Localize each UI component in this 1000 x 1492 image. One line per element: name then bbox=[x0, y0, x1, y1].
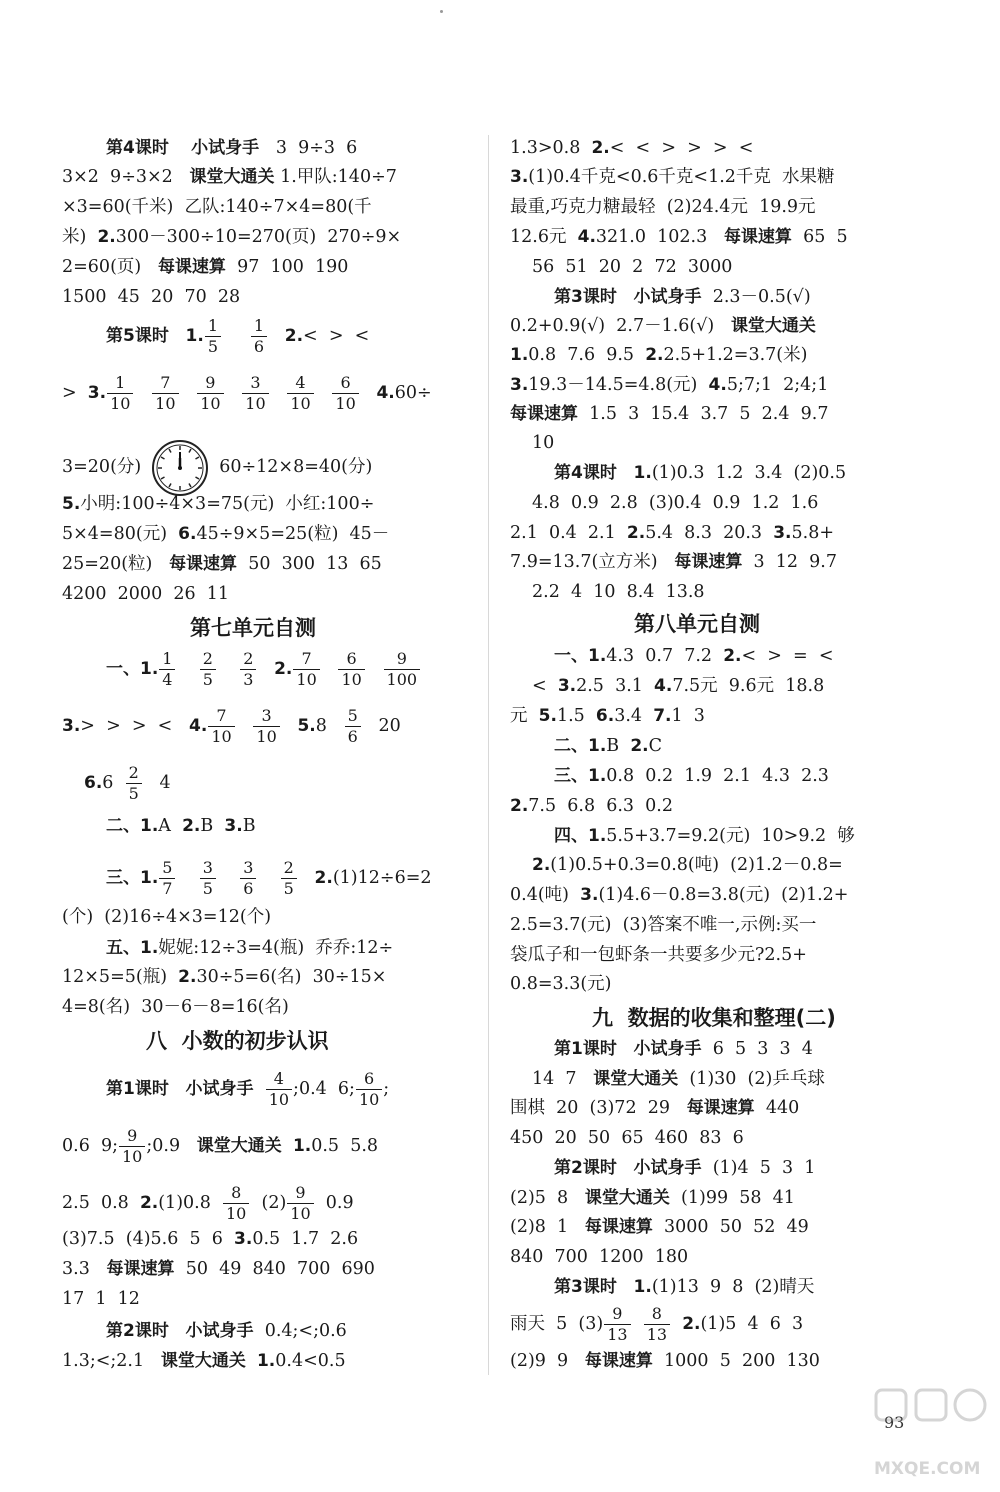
answer-text: 10 bbox=[532, 433, 555, 453]
line bbox=[106, 651, 421, 688]
answer-text: < < > > > < bbox=[609, 138, 754, 158]
section-label: 课堂大通关 bbox=[196, 1136, 282, 1156]
fraction: $\frac{2}{5}$ bbox=[200, 651, 216, 688]
lesson-label: 第1课时 bbox=[554, 1039, 617, 1059]
section-label: 小试身手 bbox=[191, 138, 260, 158]
question-number: 6. bbox=[178, 524, 197, 544]
answer-text: 60÷ bbox=[394, 383, 432, 403]
question-number: 2. bbox=[284, 326, 304, 346]
fraction: $\frac{2}{5}$ bbox=[126, 765, 142, 802]
line bbox=[62, 1258, 375, 1280]
answer-text: 4.8 0.9 2.8 (3)0.4 0.9 1.2 1.6 bbox=[532, 493, 819, 513]
question-number: 2. bbox=[314, 868, 333, 888]
line bbox=[510, 551, 837, 573]
answer-text: (2)9 9 bbox=[510, 1351, 569, 1371]
answer-text: ;0.4 6; bbox=[293, 1079, 355, 1099]
fraction: $\frac{1}{6}$ bbox=[251, 318, 267, 355]
question-number: 2. bbox=[274, 659, 293, 679]
answer-text: 840 700 1200 180 bbox=[510, 1247, 689, 1267]
answer-text: (1)13 9 8 (2)晴天 bbox=[651, 1277, 815, 1297]
answer-text: (2) bbox=[261, 1193, 287, 1213]
section-label: 小试身手 bbox=[633, 1158, 702, 1178]
question-number: 一、1. bbox=[554, 646, 607, 666]
section-label: 每课速算 bbox=[686, 1098, 755, 1118]
answer-text: 1.5 3 15.4 3.7 5 2.4 9.7 bbox=[589, 404, 829, 424]
answer-text: 2.3－0.5(√) bbox=[712, 287, 811, 307]
answer-text: > > > < bbox=[80, 716, 173, 736]
answer-text: 0.5 1.7 2.6 bbox=[252, 1229, 359, 1249]
line bbox=[84, 765, 171, 802]
answer-text: C bbox=[648, 736, 662, 756]
line bbox=[510, 403, 828, 425]
question-number: 3. bbox=[510, 167, 529, 187]
lesson-label: 第4课时 bbox=[554, 463, 617, 483]
fraction: $\frac{1}{5}$ bbox=[205, 318, 221, 355]
answer-text: 最重,巧克力糖最轻 (2)24.4元 19.9元 bbox=[510, 197, 816, 217]
question-number: 6. bbox=[595, 706, 615, 726]
line bbox=[106, 1320, 347, 1342]
line bbox=[106, 937, 393, 959]
line bbox=[62, 226, 401, 248]
line bbox=[62, 523, 389, 545]
fraction: $\frac{9}{10}$ bbox=[197, 375, 223, 412]
question-number: 3. bbox=[773, 523, 792, 543]
fraction: $\frac{9}{10}$ bbox=[119, 1128, 145, 1165]
line bbox=[554, 645, 834, 667]
lesson-label: 第2课时 bbox=[106, 1321, 169, 1341]
page-number: 93 bbox=[884, 1413, 905, 1432]
line bbox=[510, 1216, 809, 1238]
answer-text: 0.5 5.8 bbox=[311, 1136, 379, 1156]
section-label: 每课速算 bbox=[157, 257, 226, 277]
question-number: 1. bbox=[185, 326, 204, 346]
question-number: 3. bbox=[62, 716, 81, 736]
line bbox=[532, 675, 824, 697]
question-number: 5. bbox=[297, 716, 316, 736]
answer-text: 1.甲队:140÷7 bbox=[280, 167, 397, 187]
answer-text: 0.4(吨) bbox=[510, 885, 569, 905]
line bbox=[510, 1187, 795, 1209]
question-number: 3. bbox=[87, 383, 107, 403]
fraction: $\frac{9}{100}$ bbox=[384, 651, 421, 688]
section-label: 每课速算 bbox=[584, 1217, 653, 1237]
answer-text: 14 7 bbox=[532, 1069, 577, 1089]
line bbox=[554, 462, 846, 484]
line bbox=[62, 553, 382, 575]
answer-text: 雨天 5 (3) bbox=[510, 1314, 604, 1334]
answer-text: 5×4=80(元) bbox=[62, 524, 179, 544]
fraction: $\frac{9}{13}$ bbox=[604, 1306, 630, 1343]
answer-text: (1)99 58 41 bbox=[681, 1188, 795, 1208]
answer-text: (1)0.8 bbox=[158, 1193, 211, 1213]
question-number: 2. bbox=[645, 345, 664, 365]
line bbox=[532, 854, 843, 876]
line bbox=[554, 735, 662, 757]
fraction: $\frac{1}{10}$ bbox=[107, 375, 133, 412]
line bbox=[554, 1157, 815, 1179]
question-number: 5. bbox=[538, 706, 557, 726]
question-number: 3. bbox=[234, 1229, 253, 1249]
answer-text: ; bbox=[383, 1079, 390, 1099]
answer-text: (1)5 4 6 3 bbox=[700, 1314, 804, 1334]
answer-text: 65 5 bbox=[803, 227, 848, 247]
question-number: 4. bbox=[654, 676, 673, 696]
question-number: 2. bbox=[723, 646, 742, 666]
question-number: 2. bbox=[630, 736, 649, 756]
fraction: $\frac{7}{10}$ bbox=[293, 651, 319, 688]
answer-text: 45÷9×5=25(粒) 45－ bbox=[196, 524, 390, 544]
question-number: 2. bbox=[97, 227, 116, 247]
section-label: 课堂大通关 bbox=[584, 1188, 670, 1208]
answer-text: 3.4 bbox=[614, 706, 643, 726]
answer-text: 1.3>0.8 bbox=[510, 138, 581, 158]
line bbox=[106, 815, 256, 837]
answer-text: 17 1 12 bbox=[62, 1289, 140, 1309]
answer-text: (3)7.5 (4)5.6 5 6 bbox=[62, 1229, 223, 1249]
line bbox=[106, 137, 357, 159]
line bbox=[510, 226, 848, 248]
fraction: $\frac{7}{10}$ bbox=[152, 375, 178, 412]
line bbox=[62, 256, 348, 278]
lesson-label: 第4课时 bbox=[106, 138, 169, 158]
answer-text: (1)0.4千克<0.6千克<1.2千克 水果糖 bbox=[528, 167, 835, 187]
answer-text: 300－300÷10=270(页) 270÷9× bbox=[115, 227, 402, 247]
answer-text: 6 5 3 3 4 bbox=[712, 1039, 813, 1059]
answer-text: 4200 2000 26 11 bbox=[62, 584, 229, 604]
section-label: 课堂大通关 bbox=[189, 167, 275, 187]
chapter-heading: 八 小数的初步认识 bbox=[146, 1029, 329, 1053]
answer-text: B bbox=[200, 816, 214, 836]
fraction: $\frac{6}{10}$ bbox=[356, 1071, 382, 1108]
answer-text: 2.5=3.7(元) (3)答案不唯一,示例:买一 bbox=[510, 915, 817, 935]
question-number: 6. bbox=[84, 773, 103, 793]
answer-text: 0.8 0.2 1.9 2.1 4.3 2.3 bbox=[606, 766, 829, 786]
line bbox=[510, 344, 807, 366]
question-number: 四、1. bbox=[554, 826, 607, 846]
line bbox=[62, 708, 401, 745]
fraction: $\frac{8}{13}$ bbox=[644, 1306, 670, 1343]
line bbox=[510, 315, 816, 337]
lesson-label: 第5课时 bbox=[106, 326, 169, 346]
answer-text: B bbox=[606, 736, 620, 756]
line bbox=[62, 966, 386, 988]
line bbox=[510, 795, 673, 817]
line bbox=[62, 1128, 378, 1165]
answer-text: 60÷12×8=40(分) bbox=[219, 457, 373, 477]
top-mark bbox=[440, 10, 443, 13]
line bbox=[510, 884, 848, 906]
line bbox=[510, 522, 834, 544]
line bbox=[106, 860, 432, 897]
question-number: 五、1. bbox=[106, 938, 159, 958]
answer-text: 0.8=3.3(元) bbox=[510, 974, 612, 994]
line bbox=[62, 1185, 354, 1222]
question-number: 2. bbox=[591, 138, 610, 158]
answer-text: 0.4<0.5 bbox=[275, 1351, 346, 1371]
answer-text: 0.6 9; bbox=[62, 1136, 118, 1156]
question-number: 4. bbox=[708, 375, 727, 395]
answer-text: 2.2 4 10 8.4 13.8 bbox=[532, 582, 705, 602]
answer-text: 1500 45 20 70 28 bbox=[62, 287, 241, 307]
svg-text:MXQE.COM: MXQE.COM bbox=[874, 1459, 981, 1479]
question-number: 3. bbox=[510, 375, 529, 395]
question-number: 2. bbox=[139, 1193, 159, 1213]
answer-text: (个) (2)16÷4×3=12(个) bbox=[62, 907, 272, 927]
line bbox=[62, 493, 374, 515]
answer-text: B bbox=[242, 816, 256, 836]
answer-text: 97 100 190 bbox=[237, 257, 349, 277]
line bbox=[554, 765, 829, 787]
answer-text: 50 300 13 65 bbox=[248, 554, 382, 574]
line bbox=[554, 1038, 813, 1060]
answer-text: 1.5 bbox=[556, 706, 585, 726]
answer-text: 元 bbox=[510, 706, 528, 726]
fraction: $\frac{3}{10}$ bbox=[242, 375, 268, 412]
section-label: 每课速算 bbox=[723, 227, 792, 247]
section-label: 每课速算 bbox=[510, 404, 578, 424]
answer-text: 1 3 bbox=[671, 706, 705, 726]
question-number: 2. bbox=[178, 967, 197, 987]
section-label: 课堂大通关 bbox=[593, 1069, 679, 1089]
section-label: 课堂大通关 bbox=[160, 1351, 246, 1371]
fraction: $\frac{5}{6}$ bbox=[345, 708, 361, 745]
answer-text: 0.4;<;0.6 bbox=[264, 1321, 347, 1341]
fraction: $\frac{6}{10}$ bbox=[332, 375, 358, 412]
section-label: 每课速算 bbox=[106, 1259, 175, 1279]
answer-text: 妮妮:12÷3=4(瓶) 乔乔:12÷ bbox=[158, 938, 394, 958]
column-divider bbox=[488, 135, 489, 1375]
answer-text: 5.4 8.3 20.3 bbox=[645, 523, 763, 543]
line bbox=[62, 438, 372, 496]
question-number: 4. bbox=[577, 227, 596, 247]
line bbox=[532, 1068, 825, 1090]
line bbox=[510, 1350, 820, 1372]
fraction: $\frac{3}{6}$ bbox=[240, 860, 256, 897]
answer-text: 2.5 3.1 bbox=[576, 676, 643, 696]
line bbox=[62, 1228, 358, 1250]
line bbox=[510, 1306, 803, 1343]
answer-text: 5;7;1 2;4;1 bbox=[726, 375, 829, 395]
question-number: 3. bbox=[557, 676, 577, 696]
answer-text: 7.5元 9.6元 18.8 bbox=[672, 676, 825, 696]
question-number: 1. bbox=[292, 1136, 312, 1156]
question-number: 4. bbox=[376, 383, 395, 403]
answer-text: 2.1 0.4 2.1 bbox=[510, 523, 616, 543]
answer-text: 12×5=5(瓶) bbox=[62, 967, 179, 987]
question-number: 5. bbox=[62, 494, 81, 514]
answer-text: 5.5+3.7=9.2(元) 10>9.2 够 bbox=[606, 826, 855, 846]
answer-text: 4.3 0.7 7.2 bbox=[606, 646, 713, 666]
answer-text: 1000 5 200 130 bbox=[664, 1351, 820, 1371]
question-number: 2. bbox=[510, 796, 529, 816]
line bbox=[62, 375, 432, 412]
answer-text: < > = < bbox=[741, 646, 834, 666]
fraction: $\frac{2}{3}$ bbox=[240, 651, 256, 688]
answer-text: 4=8(名) 30－6－8=16(名) bbox=[62, 997, 289, 1017]
line bbox=[62, 166, 397, 188]
question-number: 7. bbox=[653, 706, 672, 726]
chapter-heading: 九 数据的收集和整理(二) bbox=[592, 1006, 836, 1030]
answer-text: 3.3 bbox=[62, 1259, 90, 1279]
answer-text: 25=20(粒) bbox=[62, 554, 153, 574]
section-label: 小试身手 bbox=[633, 287, 702, 307]
lesson-label: 第3课时 bbox=[554, 287, 617, 307]
line bbox=[510, 374, 828, 396]
section-label: 每课速算 bbox=[169, 554, 238, 574]
answer-text: (1)0.5+0.3=0.8(吨) (2)1.2－0.8= bbox=[550, 855, 843, 875]
fraction: $\frac{9}{10}$ bbox=[287, 1185, 313, 1222]
question-number: 2. bbox=[182, 816, 201, 836]
answer-text: 6 bbox=[102, 773, 114, 793]
answer-text: 19.3－14.5=4.8(元) bbox=[528, 375, 698, 395]
answer-text: 321.0 102.3 bbox=[595, 227, 708, 247]
answer-text: ;0.9 bbox=[146, 1136, 181, 1156]
answer-text: 米) bbox=[62, 227, 98, 247]
line bbox=[106, 318, 369, 355]
answer-text: 2=60(页) bbox=[62, 257, 142, 277]
line bbox=[554, 1276, 814, 1298]
answer-text: 袋瓜子和一包虾条一共要多少元?2.5+ bbox=[510, 945, 807, 965]
answer-text: 0.9 bbox=[325, 1193, 354, 1213]
question-number: 4. bbox=[189, 716, 208, 736]
line bbox=[554, 825, 855, 847]
section-label: 每课速算 bbox=[674, 552, 743, 572]
answer-text: 4 bbox=[159, 773, 171, 793]
fraction: $\frac{2}{5}$ bbox=[281, 860, 297, 897]
question-number: 一、1. bbox=[106, 659, 159, 679]
fraction: $\frac{4}{10}$ bbox=[266, 1071, 292, 1108]
line bbox=[106, 1071, 389, 1108]
answer-text: < > < bbox=[303, 326, 370, 346]
answer-text: 3=20(分) bbox=[62, 457, 142, 477]
fraction: $\frac{4}{10}$ bbox=[287, 375, 313, 412]
answer-text: 7.9=13.7(立方米) bbox=[510, 552, 658, 572]
answer-text: 12.6元 bbox=[510, 227, 567, 247]
fraction: $\frac{1}{4}$ bbox=[159, 651, 175, 688]
answer-text: (1)4 5 3 1 bbox=[712, 1158, 816, 1178]
section-label: 小试身手 bbox=[185, 1079, 254, 1099]
answer-text: (1)30 (2)乒乓球 bbox=[689, 1069, 825, 1089]
line bbox=[510, 137, 753, 159]
answer-text: 3 12 9.7 bbox=[753, 552, 837, 572]
question-number: 3. bbox=[224, 816, 243, 836]
line bbox=[554, 286, 811, 308]
lesson-label: 第3课时 bbox=[554, 1277, 617, 1297]
lesson-label: 第2课时 bbox=[554, 1158, 617, 1178]
question-number: 1. bbox=[510, 345, 529, 365]
unit-heading: 第八单元自测 bbox=[634, 612, 760, 636]
answer-text: 8 bbox=[315, 716, 327, 736]
question-number: 1. bbox=[633, 463, 652, 483]
clock-icon bbox=[151, 439, 209, 497]
answer-text: 2.5 0.8 bbox=[62, 1193, 129, 1213]
lesson-label: 第1课时 bbox=[106, 1079, 169, 1099]
answer-text: (1)0.3 1.2 3.4 (2)0.5 bbox=[651, 463, 847, 483]
fraction: $\frac{6}{10}$ bbox=[338, 651, 364, 688]
answer-text: 3×2 9÷3×2 bbox=[62, 167, 173, 187]
answer-text: 30÷5=6(名) 30÷15× bbox=[196, 967, 387, 987]
answer-text: 20 bbox=[378, 716, 401, 736]
answer-text: 围棋 20 (3)72 29 bbox=[510, 1098, 670, 1118]
answer-text: > bbox=[62, 383, 88, 403]
answer-text: (2)8 1 bbox=[510, 1217, 569, 1237]
answer-text: 440 bbox=[765, 1098, 800, 1118]
section-label: 每课速算 bbox=[584, 1351, 653, 1371]
answer-text: 3 9÷3 6 bbox=[275, 138, 358, 158]
question-number: 1. bbox=[633, 1277, 652, 1297]
answer-text: 0.2+0.9(√) 2.7－1.6(√) bbox=[510, 316, 715, 336]
question-number: 2. bbox=[626, 523, 646, 543]
section-label: 小试身手 bbox=[633, 1039, 702, 1059]
question-number: 二、1. bbox=[554, 736, 607, 756]
answer-text: ×3=60(千米) 乙队:140÷7×4=80(千 bbox=[62, 197, 372, 217]
answer-text: 7.5 6.8 6.3 0.2 bbox=[528, 796, 673, 816]
answer-text: (2)5 8 bbox=[510, 1188, 569, 1208]
question-number: 三、1. bbox=[554, 766, 607, 786]
answer-text: 50 49 840 700 690 bbox=[185, 1259, 375, 1279]
answer-text: (1)4.6－0.8=3.8(元) (2)1.2+ bbox=[598, 885, 849, 905]
line bbox=[62, 1350, 346, 1372]
fraction: $\frac{5}{7}$ bbox=[159, 860, 175, 897]
line bbox=[510, 1097, 799, 1119]
watermark-logo bbox=[872, 1384, 990, 1484]
question-number: 2. bbox=[532, 855, 551, 875]
answer-text: 5.8+ bbox=[791, 523, 835, 543]
section-label: 小试身手 bbox=[185, 1321, 254, 1341]
answer-text: 2.5+1.2=3.7(米) bbox=[663, 345, 808, 365]
fraction: $\frac{8}{10}$ bbox=[223, 1185, 249, 1222]
fraction: $\frac{3}{5}$ bbox=[200, 860, 216, 897]
answer-text: 3000 50 52 49 bbox=[664, 1217, 809, 1237]
answer-text: A bbox=[158, 816, 171, 836]
question-number: 3. bbox=[580, 885, 599, 905]
line bbox=[510, 705, 705, 727]
answer-text: 0.8 7.6 9.5 bbox=[528, 345, 635, 365]
answer-text: 56 51 20 2 72 3000 bbox=[532, 257, 733, 277]
line bbox=[510, 166, 835, 188]
question-number: 二、1. bbox=[106, 816, 159, 836]
answer-text: (1)12÷6=2 bbox=[332, 868, 432, 888]
answer-text: < bbox=[532, 676, 547, 696]
answer-text: 450 20 50 65 460 83 6 bbox=[510, 1128, 744, 1148]
fraction: $\frac{3}{10}$ bbox=[253, 708, 279, 745]
question-number: 1. bbox=[256, 1351, 276, 1371]
fraction: $\frac{7}{10}$ bbox=[208, 708, 234, 745]
question-number: 三、1. bbox=[106, 868, 159, 888]
unit-heading: 第七单元自测 bbox=[190, 616, 316, 640]
question-number: 2. bbox=[682, 1314, 701, 1334]
answer-text: 1.3;<;2.1 bbox=[62, 1351, 145, 1371]
answer-text: 小明:100÷4×3=75(元) 小红:100÷ bbox=[80, 494, 375, 514]
section-label: 课堂大通关 bbox=[730, 316, 816, 336]
